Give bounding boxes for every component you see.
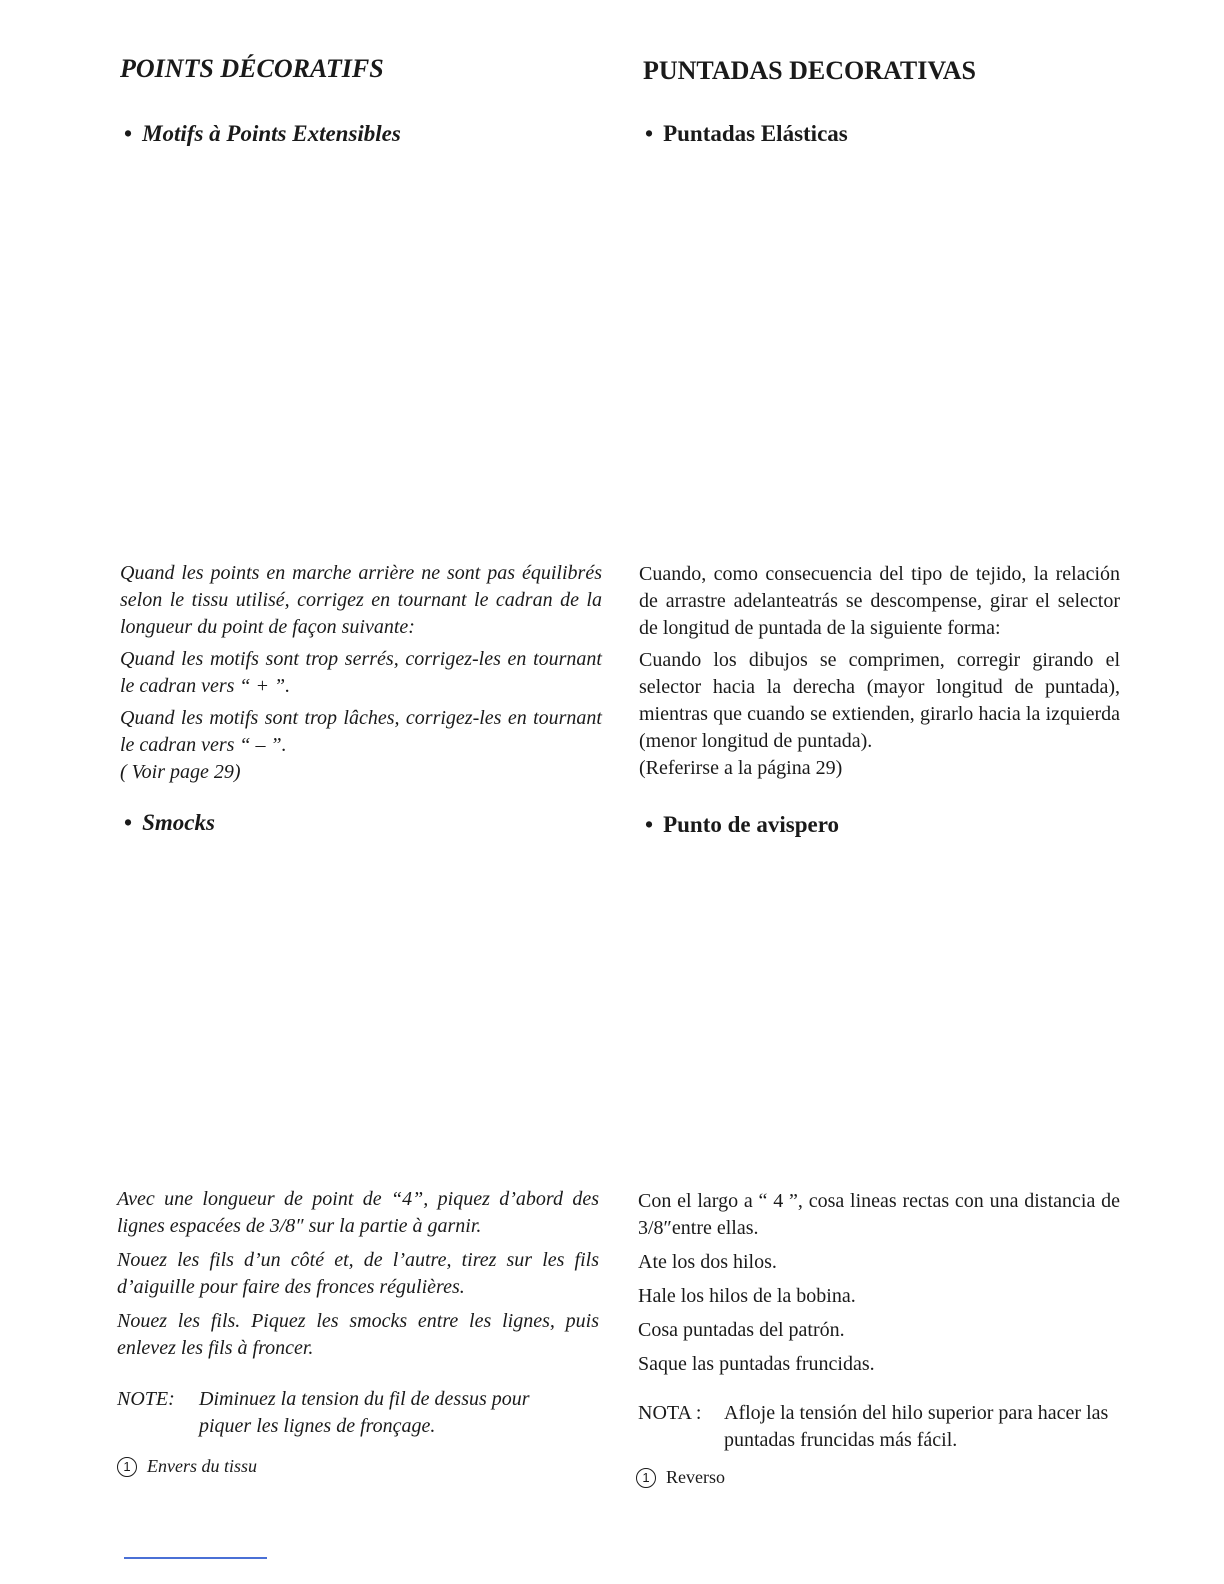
french-section2-body [117,1186,599,1369]
bullet-icon: • [124,121,133,146]
french-stretch-stitch-illustration [120,160,610,550]
spanish-section2-paragraph: Ate los dos hilos. [638,1251,777,1273]
french-note [117,1386,587,1440]
spanish-section2-paragraph: Hale los hilos de la bobina. [638,1285,856,1307]
french-section1-paragraph: Quand les points en marche arrière ne sont pas équilibrés selon le tissu utilisé, corrigez en tournant le cadran de la longueur du point de façon suivante: [120,562,602,638]
bullet-icon: • [645,121,654,146]
french-section1-paragraph: Quand les motifs sont trop serrés, corrigez-les en tournant le cadran vers “ + ”. [120,648,602,697]
spanish-smocking-illustration [640,852,1120,1172]
spanish-section1-heading [645,121,848,147]
circled-number-icon: 1 [636,1468,656,1488]
french-section1-body [120,560,602,791]
french-reference-text: Envers du tissu [147,1456,257,1476]
spanish-note [638,1400,1120,1454]
spanish-stretch-stitch-illustration [640,160,1120,550]
spanish-section1-page-ref: (Referirse a la página 29) [639,757,843,779]
french-smocking-illustration [120,850,610,1170]
spanish-section2-paragraph: Saque las puntadas fruncidas. [638,1353,875,1375]
french-note-label: NOTE: [117,1388,175,1410]
spanish-note-text: Afloje la tensión del hilo superior para hacer las puntadas fruncidas más fácil. [724,1402,1109,1451]
spanish-section2-heading-text: Punto de avispero [663,812,839,837]
spanish-reference-text: Reverso [666,1467,725,1487]
circled-number-icon: 1 [117,1457,137,1477]
french-section1-page-ref: ( Voir page 29) [120,761,241,783]
french-section2-paragraph: Nouez les fils d’un côté et, de l’autre, tirez sur les fils d’aiguille pour faire des fronces régulières. [117,1249,599,1298]
spanish-note-label: NOTA : [638,1402,702,1424]
french-section2-paragraph: Nouez les fils. Piquez les smocks entre les lignes, puis enlevez les fils à froncer. [117,1310,599,1359]
bullet-icon: • [645,812,654,837]
spanish-section1-body [639,561,1120,787]
french-page-title: POINTS DÉCORATIFS [120,54,384,83]
french-section1-heading [124,121,401,147]
footer-rule [124,1557,267,1559]
spanish-section1-paragraph: Cuando, como consecuencia del tipo de tejido, la relación de arrastre adelanteatrás se descompense, girar el selector de longitud de puntada de la siguiente forma: [639,563,1120,639]
french-section2-paragraph: Avec une longueur de point de “4”, piquez d’abord des lignes espacées de 3/8″ sur la partie à garnir. [117,1188,599,1237]
bullet-icon: • [124,810,133,835]
spanish-figure-reference [636,1467,725,1488]
spanish-section1-heading-text: Puntadas Elásticas [663,121,848,146]
french-section1-paragraph: Quand les motifs sont trop lâches, corrigez-les en tournant le cadran vers “ – ”. [120,707,602,756]
french-section2-heading-text: Smocks [142,810,215,835]
spanish-section1-paragraph: Cuando los dibujos se comprimen, corregir girando el selector hacia la derecha (mayor longitud de puntada), mientras que cuando se extienden, girarlo hacia la izquierda (menor longitud de puntada). [639,649,1120,752]
french-figure-reference [117,1456,257,1477]
spanish-section2-body [638,1188,1120,1385]
french-section2-heading [124,810,215,836]
spanish-section2-paragraph: Cosa puntadas del patrón. [638,1319,845,1341]
french-note-text: Diminuez la tension du fil de dessus pour piquer les lignes de fronçage. [199,1388,530,1437]
spanish-page-title: PUNTADAS DECORATIVAS [643,56,976,85]
spanish-section2-heading [645,812,839,838]
french-section1-heading-text: Motifs à Points Extensibles [142,121,401,146]
spanish-section2-paragraph: Con el largo a “ 4 ”, cosa lineas rectas con una distancia de 3/8″entre ellas. [638,1190,1120,1239]
